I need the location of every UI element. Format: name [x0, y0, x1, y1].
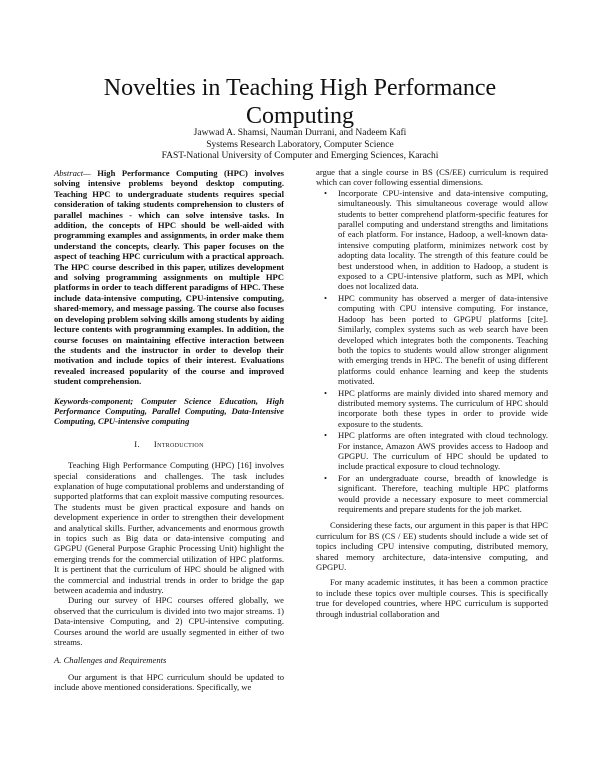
list-item-text: For an undergraduate course, breadth of knowledge is significant. Therefore, teaching multiple HPC platforms would provide a necessary exposure to meet commercial requirements and prepare students for the job market. [338, 472, 548, 514]
intro-paragraph-2: During our survey of HPC courses offered globally, we observed that the curriculum is divided into two major streams. 1) Data-intensive Computing, and 2) CPU-intensive computing. Courses around the world are usually segmented in either of two streams. [54, 595, 284, 648]
challenges-paragraph: Our argument is that HPC curriculum should be updated to include above mentioned considerations. Specifically, we [54, 671, 284, 693]
right-intro-paragraph: argue that a single course in BS (CS/EE) curriculum is required which can cover following essential dimensions. [316, 167, 548, 188]
section-heading [54, 439, 284, 449]
bullet-icon: • [324, 292, 328, 303]
intro-paragraph-1: Teaching High Performance Computing (HPC) [16] involves special considerations and challenges. The task includes explanation of huge computational problems and understanding of supported platforms that can exploit massive computing resources. The students must be given practical exposure and hands on development experience in order to strengthen their development and analytical skills. Further, advancements and enormous growth in topics such as Big data or data-intensive computing and GPGPU (General Purpose Graphic Processing Unit) highlight the emerging trends for the commercial utilization of HPC platforms. It is pertinent that the curriculum of HPC should be aligned with the commercial and industrial trends in order to bridge the gap between academia and industry. [54, 460, 284, 596]
institutes-paragraph: For many academic institutes, it has been a common practice to include these topics over multiple courses. This is specifically true for developed countries, where HPC curriculum is supported through industrial collaboration and [316, 577, 548, 619]
abstract-lead: Abstract— [54, 168, 91, 178]
subsection-label: A. [54, 655, 62, 666]
list-item [324, 292, 548, 387]
left-column [54, 168, 284, 693]
abstract-body: High Performance Computing (HPC) involves solving intensive problems beyond desktop computing. Teaching HPC to undergraduate students requires special consideration of taking students comprehension to clusters of parallel machines - which can solve intensive tasks. In addition, the concepts of HPC should be well-aided with programming examples and assignments, in order make them understand the concepts, clearly. This paper focuses on the aspect of teaching HPC curriculum with a practical approach. The HPC course described in this paper, utilizes development and solving programming assignments on multiple HPC platforms in order to teach different paradigms of HPC. These include data-intensive computing, CPU-intensive computing, shared-memory, and message passing. The course also focuses on developing problem solving skills among students by aiding lecture contents with programming examples. In addition, the course focuses on maintaining effective interaction between the students and the instructor in order to develop their motivation and include topics of their interest. Evaluations revealed increased popularity of the course and improved student comprehension. [54, 168, 284, 387]
list-item-text: Incorporate CPU-intensive and data-intensive computing, simultaneously. This simultaneous coverage would allow students to better comprehend platform-specific features for parallel computing and understand strengths and limitations of each platform. For instance, Hadoop, a well-known data-intensive computing platform, minimizes network cost by adopting data locality. The strength of this feature could be best understood when, in addition to Hadoop, a student is exposed to a CPU-intensive platform, such as MPI, which does not localized data. [338, 187, 548, 292]
list-item-text: HPC platforms are often integrated with cloud technology. For instance, Amazon AWS provides access to Hadoop and GPGPU. The curriculum of HPC should be updated to include practical exposure to cloud technology. [338, 430, 548, 472]
subsection-title: Challenges and Requirements [63, 655, 167, 666]
list-item-text: HPC platforms are mainly divided into shared memory and distributed memory systems. The curriculum of HPC should incorporate both these types in order to provide wide exposure to the students. [338, 387, 548, 429]
author-lab: Systems Research Laboratory, Computer Science [206, 139, 394, 150]
requirements-list [316, 188, 548, 515]
list-item [324, 187, 548, 292]
bullet-icon: • [324, 387, 328, 398]
list-item [324, 387, 548, 430]
list-item-text: HPC community has observed a merger of data-intensive computing with CPU intensive computing. For instance, Hadoop has been ported to GPGPU platforms [cite]. Similarly, complex systems such as web search have been developed which integrates both the components. Teaching both the topics to students would allow stronger alignment with emerging trends in HPC. The benefit of using different platforms could enhance learning and keep the students motivated. [338, 292, 548, 387]
keywords: Keywords-component; Computer Science Education, High Performance Computing, Parallel Computing, Data-Intensive Computing, CPU-intensive computing [54, 395, 284, 427]
author-university: FAST-National University of Computer and Emerging Sciences, Karachi [161, 151, 439, 161]
bullet-icon: • [324, 472, 328, 483]
list-item [324, 430, 548, 472]
considering-paragraph: Considering these facts, our argument in this paper is that HPC curriculum for BS (CS / EE) students should include a wide set of topics including CPU intensive computing, distributed memory, shared memory architecture, data-intensive computing, and GPGPU. [316, 520, 548, 573]
right-column [316, 167, 548, 619]
author-block [60, 128, 540, 163]
section-title: Introduction [153, 438, 204, 449]
section-number: I. [134, 438, 140, 449]
subsection-heading [54, 655, 284, 665]
paper-title: Novelties in Teaching High Performance Computing [103, 75, 497, 129]
abstract [54, 168, 284, 387]
bullet-icon: • [324, 430, 328, 441]
bullet-icon: • [324, 187, 328, 198]
list-item [324, 472, 548, 515]
author-names: Jawwad A. Shamsi, Nauman Durrani, and Nadeem Kafi [193, 128, 407, 138]
